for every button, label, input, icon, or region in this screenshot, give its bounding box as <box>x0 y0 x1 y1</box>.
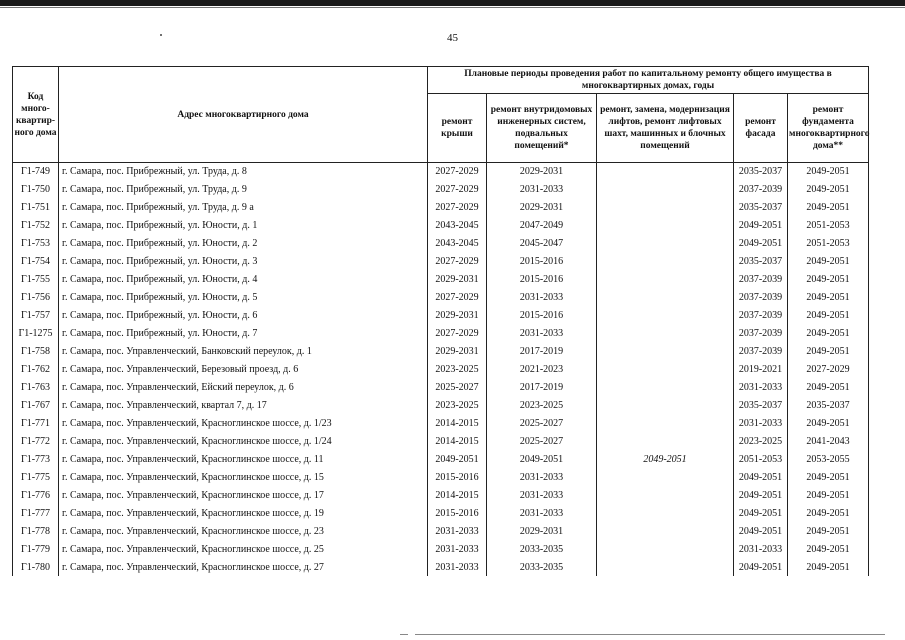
cell-roof: 2023-2025 <box>428 361 487 379</box>
cell-lifts <box>597 397 734 415</box>
cell-roof: 2031-2033 <box>428 541 487 559</box>
cell-foundation: 2051-2053 <box>788 217 869 235</box>
cell-lifts <box>597 289 734 307</box>
cell-systems: 2025-2027 <box>487 433 597 451</box>
cell-code: Г1-758 <box>13 343 59 361</box>
cell-lifts <box>597 487 734 505</box>
header-address: Адрес многоквартирного дома <box>59 67 428 163</box>
cell-facade: 2049-2051 <box>734 523 788 541</box>
cell-systems: 2033-2035 <box>487 559 597 577</box>
cell-code: Г1-751 <box>13 199 59 217</box>
table-row <box>13 415 869 433</box>
cell-systems: 2031-2033 <box>487 325 597 343</box>
cell-address: г. Самара, пос. Управленческий, квартал 7, д. 17 <box>59 397 428 415</box>
cell-roof: 2029-2031 <box>428 307 487 325</box>
cell-roof: 2029-2031 <box>428 343 487 361</box>
cell-lifts: 2049-2051 <box>597 451 734 469</box>
cell-foundation: 2049-2051 <box>788 163 869 181</box>
footer-rule-short <box>400 634 408 635</box>
cell-facade: 2037-2039 <box>734 325 788 343</box>
cell-facade: 2049-2051 <box>734 469 788 487</box>
cell-facade: 2019-2021 <box>734 361 788 379</box>
cell-roof: 2043-2045 <box>428 217 487 235</box>
cell-roof: 2023-2025 <box>428 397 487 415</box>
table-row <box>13 541 869 559</box>
cell-roof: 2027-2029 <box>428 253 487 271</box>
cell-roof: 2027-2029 <box>428 289 487 307</box>
cell-foundation: 2049-2051 <box>788 415 869 433</box>
cell-systems: 2017-2019 <box>487 379 597 397</box>
cell-facade: 2051-2053 <box>734 451 788 469</box>
cell-code: Г1-775 <box>13 469 59 487</box>
cell-systems: 2025-2027 <box>487 415 597 433</box>
cell-address: г. Самара, пос. Прибрежный, ул. Юности, д. 1 <box>59 217 428 235</box>
cell-address: г. Самара, пос. Управленческий, Красноглинское шоссе, д. 1/24 <box>59 433 428 451</box>
cell-roof: 2027-2029 <box>428 181 487 199</box>
cell-foundation: 2049-2051 <box>788 253 869 271</box>
cell-facade: 2035-2037 <box>734 397 788 415</box>
cell-address: г. Самара, пос. Управленческий, Березовый проезд, д. 6 <box>59 361 428 379</box>
cell-lifts <box>597 379 734 397</box>
table-row <box>13 397 869 415</box>
cell-foundation: 2049-2051 <box>788 343 869 361</box>
cell-roof: 2027-2029 <box>428 325 487 343</box>
cell-foundation: 2049-2051 <box>788 307 869 325</box>
cell-address: г. Самара, пос. Управленческий, Банковский переулок, д. 1 <box>59 343 428 361</box>
cell-foundation: 2049-2051 <box>788 469 869 487</box>
table-row <box>13 289 869 307</box>
cell-foundation: 2049-2051 <box>788 325 869 343</box>
cell-systems: 2015-2016 <box>487 271 597 289</box>
cell-lifts <box>597 469 734 487</box>
cell-facade: 2035-2037 <box>734 163 788 181</box>
cell-address: г. Самара, пос. Управленческий, Красноглинское шоссе, д. 19 <box>59 505 428 523</box>
cell-roof: 2014-2015 <box>428 415 487 433</box>
cell-foundation: 2051-2053 <box>788 235 869 253</box>
cell-address: г. Самара, пос. Прибрежный, ул. Труда, д. 9 а <box>59 199 428 217</box>
table-row <box>13 469 869 487</box>
cell-facade: 2049-2051 <box>734 505 788 523</box>
cell-address: г. Самара, пос. Управленческий, Красноглинское шоссе, д. 11 <box>59 451 428 469</box>
cell-lifts <box>597 343 734 361</box>
cell-systems: 2031-2033 <box>487 505 597 523</box>
cell-code: Г1-777 <box>13 505 59 523</box>
table-row <box>13 163 869 181</box>
cell-systems: 2049-2051 <box>487 451 597 469</box>
table-body <box>13 163 869 577</box>
cell-address: г. Самара, пос. Прибрежный, ул. Юности, д. 4 <box>59 271 428 289</box>
cell-systems: 2029-2031 <box>487 523 597 541</box>
page-number: 45 <box>447 32 458 44</box>
header-planned-periods: Плановые периоды проведения работ по капитальному ремонту общего имущества в многоквартирных домах, годы <box>428 67 869 94</box>
table-row <box>13 523 869 541</box>
cell-foundation: 2049-2051 <box>788 559 869 577</box>
cell-facade: 2037-2039 <box>734 181 788 199</box>
cell-systems: 2021-2023 <box>487 361 597 379</box>
cell-facade: 2031-2033 <box>734 379 788 397</box>
cell-address: г. Самара, пос. Прибрежный, ул. Юности, д. 5 <box>59 289 428 307</box>
top-rule-thin <box>0 7 905 8</box>
cell-lifts <box>597 415 734 433</box>
cell-facade: 2049-2051 <box>734 487 788 505</box>
cell-lifts <box>597 307 734 325</box>
cell-code: Г1-771 <box>13 415 59 433</box>
cell-facade: 2037-2039 <box>734 271 788 289</box>
table-row <box>13 217 869 235</box>
cell-systems: 2015-2016 <box>487 253 597 271</box>
cell-facade: 2035-2037 <box>734 253 788 271</box>
cell-foundation: 2049-2051 <box>788 271 869 289</box>
cell-code: Г1-780 <box>13 559 59 577</box>
cell-address: г. Самара, пос. Управленческий, Красноглинское шоссе, д. 1/23 <box>59 415 428 433</box>
cell-roof: 2029-2031 <box>428 271 487 289</box>
cell-code: Г1-756 <box>13 289 59 307</box>
header-foundation: ремонт фундамента многоквартирного дома** <box>788 94 869 163</box>
table-row <box>13 451 869 469</box>
cell-lifts <box>597 523 734 541</box>
table-row <box>13 271 869 289</box>
cell-lifts <box>597 199 734 217</box>
table-row <box>13 235 869 253</box>
cell-code: Г1-757 <box>13 307 59 325</box>
cell-lifts <box>597 433 734 451</box>
cell-foundation: 2049-2051 <box>788 523 869 541</box>
cell-lifts <box>597 559 734 577</box>
table-row <box>13 361 869 379</box>
cell-facade: 2035-2037 <box>734 199 788 217</box>
cell-lifts <box>597 505 734 523</box>
cell-foundation: 2049-2051 <box>788 199 869 217</box>
cell-facade: 2023-2025 <box>734 433 788 451</box>
cell-address: г. Самара, пос. Управленческий, Красноглинское шоссе, д. 15 <box>59 469 428 487</box>
cell-systems: 2023-2025 <box>487 397 597 415</box>
cell-foundation: 2035-2037 <box>788 397 869 415</box>
cell-address: г. Самара, пос. Управленческий, Красноглинское шоссе, д. 25 <box>59 541 428 559</box>
cell-code: Г1-773 <box>13 451 59 469</box>
cell-systems: 2031-2033 <box>487 487 597 505</box>
table-row <box>13 199 869 217</box>
cell-address: г. Самара, пос. Управленческий, Красноглинское шоссе, д. 23 <box>59 523 428 541</box>
cell-code: Г1-762 <box>13 361 59 379</box>
cell-roof: 2027-2029 <box>428 199 487 217</box>
cell-systems: 2015-2016 <box>487 307 597 325</box>
cell-address: г. Самара, пос. Прибрежный, ул. Юности, д. 2 <box>59 235 428 253</box>
cell-foundation: 2049-2051 <box>788 181 869 199</box>
table-row <box>13 253 869 271</box>
cell-roof: 2031-2033 <box>428 523 487 541</box>
footer-rule <box>415 634 885 635</box>
cell-facade: 2037-2039 <box>734 289 788 307</box>
cell-systems: 2047-2049 <box>487 217 597 235</box>
cell-facade: 2049-2051 <box>734 559 788 577</box>
cell-address: г. Самара, пос. Прибрежный, ул. Труда, д. 8 <box>59 163 428 181</box>
cell-systems: 2045-2047 <box>487 235 597 253</box>
cell-roof: 2049-2051 <box>428 451 487 469</box>
cell-roof: 2025-2027 <box>428 379 487 397</box>
cell-address: г. Самара, пос. Прибрежный, ул. Юности, д. 7 <box>59 325 428 343</box>
cell-facade: 2049-2051 <box>734 235 788 253</box>
table-row <box>13 307 869 325</box>
cell-systems: 2031-2033 <box>487 181 597 199</box>
cell-systems: 2033-2035 <box>487 541 597 559</box>
cell-lifts <box>597 361 734 379</box>
cell-lifts <box>597 217 734 235</box>
cell-lifts <box>597 181 734 199</box>
cell-roof: 2015-2016 <box>428 469 487 487</box>
cell-roof: 2014-2015 <box>428 433 487 451</box>
top-rule <box>0 0 905 6</box>
cell-code: Г1-763 <box>13 379 59 397</box>
cell-systems: 2031-2033 <box>487 289 597 307</box>
cell-foundation: 2049-2051 <box>788 379 869 397</box>
cell-lifts <box>597 235 734 253</box>
cell-address: г. Самара, пос. Управленческий, Ейский переулок, д. 6 <box>59 379 428 397</box>
cell-address: г. Самара, пос. Управленческий, Красноглинское шоссе, д. 27 <box>59 559 428 577</box>
cell-foundation: 2053-2055 <box>788 451 869 469</box>
cell-code: Г1-749 <box>13 163 59 181</box>
table-row <box>13 379 869 397</box>
cell-roof: 2031-2033 <box>428 559 487 577</box>
cell-code: Г1-779 <box>13 541 59 559</box>
cell-code: Г1-752 <box>13 217 59 235</box>
table-row <box>13 325 869 343</box>
cell-systems: 2031-2033 <box>487 469 597 487</box>
cell-systems: 2029-2031 <box>487 199 597 217</box>
cell-foundation: 2049-2051 <box>788 541 869 559</box>
cell-code: Г1-753 <box>13 235 59 253</box>
header-code: Код много-квартир-ного дома <box>13 67 59 163</box>
cell-code: Г1-776 <box>13 487 59 505</box>
cell-code: Г1-778 <box>13 523 59 541</box>
cell-foundation: 2049-2051 <box>788 505 869 523</box>
cell-address: г. Самара, пос. Управленческий, Красноглинское шоссе, д. 17 <box>59 487 428 505</box>
cell-address: г. Самара, пос. Прибрежный, ул. Юности, д. 6 <box>59 307 428 325</box>
cell-roof: 2015-2016 <box>428 505 487 523</box>
cell-code: Г1-750 <box>13 181 59 199</box>
cell-foundation: 2049-2051 <box>788 289 869 307</box>
cell-foundation: 2041-2043 <box>788 433 869 451</box>
cell-facade: 2037-2039 <box>734 307 788 325</box>
cell-systems: 2017-2019 <box>487 343 597 361</box>
cell-lifts <box>597 253 734 271</box>
cell-roof: 2027-2029 <box>428 163 487 181</box>
table-row <box>13 433 869 451</box>
cell-address: г. Самара, пос. Прибрежный, ул. Труда, д. 9 <box>59 181 428 199</box>
cell-facade: 2031-2033 <box>734 541 788 559</box>
cell-code: Г1-772 <box>13 433 59 451</box>
header-facade: ремонт фасада <box>734 94 788 163</box>
cell-address: г. Самара, пос. Прибрежный, ул. Юности, д. 3 <box>59 253 428 271</box>
cell-lifts <box>597 163 734 181</box>
table-row <box>13 487 869 505</box>
cell-code: Г1-767 <box>13 397 59 415</box>
cell-facade: 2037-2039 <box>734 343 788 361</box>
cell-foundation: 2049-2051 <box>788 487 869 505</box>
cell-foundation: 2027-2029 <box>788 361 869 379</box>
cell-facade: 2031-2033 <box>734 415 788 433</box>
cell-lifts <box>597 325 734 343</box>
cell-systems: 2029-2031 <box>487 163 597 181</box>
table-row <box>13 343 869 361</box>
table-row <box>13 505 869 523</box>
table-row <box>13 181 869 199</box>
cell-lifts <box>597 271 734 289</box>
header-roof: ремонт крыши <box>428 94 487 163</box>
cell-roof: 2043-2045 <box>428 235 487 253</box>
cell-lifts <box>597 541 734 559</box>
repair-schedule-table <box>12 66 869 577</box>
cell-code: Г1-754 <box>13 253 59 271</box>
cell-facade: 2049-2051 <box>734 217 788 235</box>
header-systems: ремонт внутридомовых инженерных систем, подвальных помещений* <box>487 94 597 163</box>
cell-code: Г1-1275 <box>13 325 59 343</box>
cell-roof: 2014-2015 <box>428 487 487 505</box>
cell-code: Г1-755 <box>13 271 59 289</box>
header-lifts: ремонт, замена, модернизация лифтов, ремонт лифтовых шахт, машинных и блочных помещений <box>597 94 734 163</box>
table-row <box>13 559 869 577</box>
